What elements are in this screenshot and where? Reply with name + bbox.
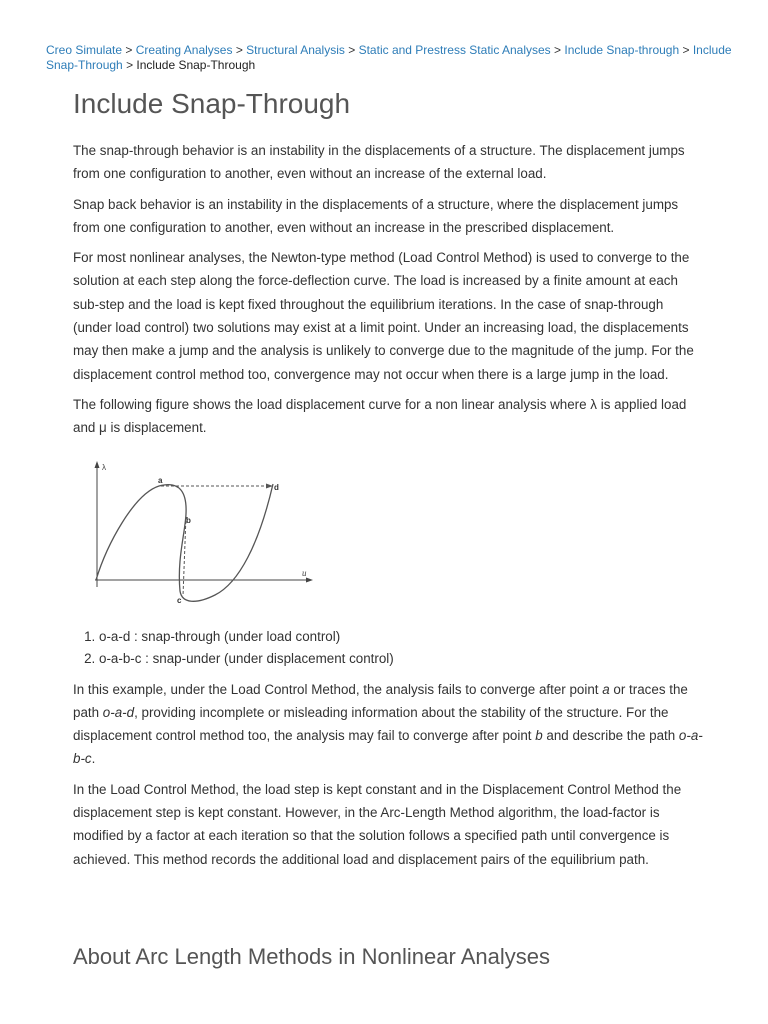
- text-run: In this example, under the Load Control Method, the analysis fails to converge after point: [73, 681, 603, 697]
- paragraph-arc-length-method: In the Load Control Method, the load step is kept constant and in the Displacement Control Method the displacement step is kept constant. However, in the Arc-Length Method algorithm, the load-factor is modified by a factor at each iteration so that the solution follows a specified path until convergence is achieved. This method records the additional load and displacement pairs of the equilibrium path.: [73, 781, 682, 867]
- breadcrumb-item-static-prestress[interactable]: Static and Prestress Static Analyses: [358, 43, 551, 57]
- point-label-a: a: [158, 475, 163, 485]
- page-title: Include Snap-Through: [73, 88, 351, 119]
- section-heading-arc-length: About Arc Length Methods in Nonlinear Analyses: [73, 944, 550, 969]
- article-body: [73, 139, 703, 878]
- path-oad-ref: o-a-d: [102, 704, 135, 720]
- list-item: 2. o-a-b-c : snap-under (under displacement control): [99, 648, 703, 670]
- load-displacement-figure: [89, 459, 329, 619]
- breadcrumb: [46, 43, 736, 73]
- paragraph-load-control-example: [73, 678, 703, 771]
- paragraph-newton-method: For most nonlinear analyses, the Newton-type method (Load Control Method) is used to converge to the solution at each step along the force-deflection curve. The load is increased by a finite amount at each sub-step and the load is kept fixed throughout the equilibrium iterations. In the case of snap-through (under load control) two solutions may exist at a limit point. Under an increasing load, the displacements may then make a jump and the analysis is unlikely to converge due to the magnitude of the jump. For the displacement control method too, convergence may not occur when there is a large jump in the load.: [73, 250, 694, 382]
- breadcrumb-item-include-snap-through-2[interactable]: Include Snap-Through: [46, 43, 732, 72]
- text-run: , providing incomplete or misleading information about the stability of the structure. For the displacement control method too, the analysis may fail to converge after point: [73, 704, 669, 744]
- text-run: and describe the path: [542, 728, 679, 744]
- breadcrumb-separator: >: [682, 43, 690, 57]
- breadcrumb-item-creating-analyses[interactable]: Creating Analyses: [135, 43, 233, 57]
- breadcrumb-separator: >: [125, 43, 133, 57]
- paragraph-snap-through-definition: The snap-through behavior is an instability in the displacements of a structure. The displacement jumps from one configuration to another, even without an increase of the external load.: [73, 143, 685, 182]
- list-item: 1. o-a-d : snap-through (under load control): [99, 626, 703, 648]
- path-oabc-ref: o-a-b-c: [73, 728, 703, 767]
- y-axis-label: λ: [102, 462, 106, 472]
- breadcrumb-separator: >: [554, 43, 562, 57]
- breadcrumb-item-include-snap-through-1[interactable]: Include Snap-through: [564, 43, 680, 57]
- load-displacement-curve-svg: [89, 459, 329, 619]
- breadcrumb-separator: >: [126, 58, 134, 72]
- breadcrumb-current: Include Snap-Through: [136, 58, 256, 72]
- paragraph-figure-intro: The following figure shows the load displacement curve for a non linear analysis where λ is applied load and μ is displacement.: [73, 396, 687, 436]
- point-label-c: c: [177, 595, 182, 605]
- y-axis-arrow: [95, 461, 100, 468]
- path-list: [73, 626, 703, 670]
- breadcrumb-item-creo-simulate[interactable]: Creo Simulate: [46, 43, 123, 57]
- point-label-b: b: [186, 515, 191, 525]
- x-axis-arrow: [306, 577, 313, 582]
- x-axis-label: u: [302, 567, 307, 578]
- point-a-ref: a: [602, 681, 610, 697]
- text-run: .: [91, 751, 96, 767]
- text-run: or traces the path: [73, 681, 688, 720]
- point-b-ref: b: [535, 728, 543, 744]
- breadcrumb-item-structural-analysis[interactable]: Structural Analysis: [246, 43, 345, 57]
- point-label-d: d: [274, 482, 279, 492]
- breadcrumb-separator: >: [235, 43, 243, 57]
- paragraph-snap-back-definition: Snap back behavior is an instability in the displacements of a structure, where the displacement jumps from one configuration to another, even without an increase in the prescribed displacement.: [73, 196, 679, 235]
- breadcrumb-separator: >: [348, 43, 356, 57]
